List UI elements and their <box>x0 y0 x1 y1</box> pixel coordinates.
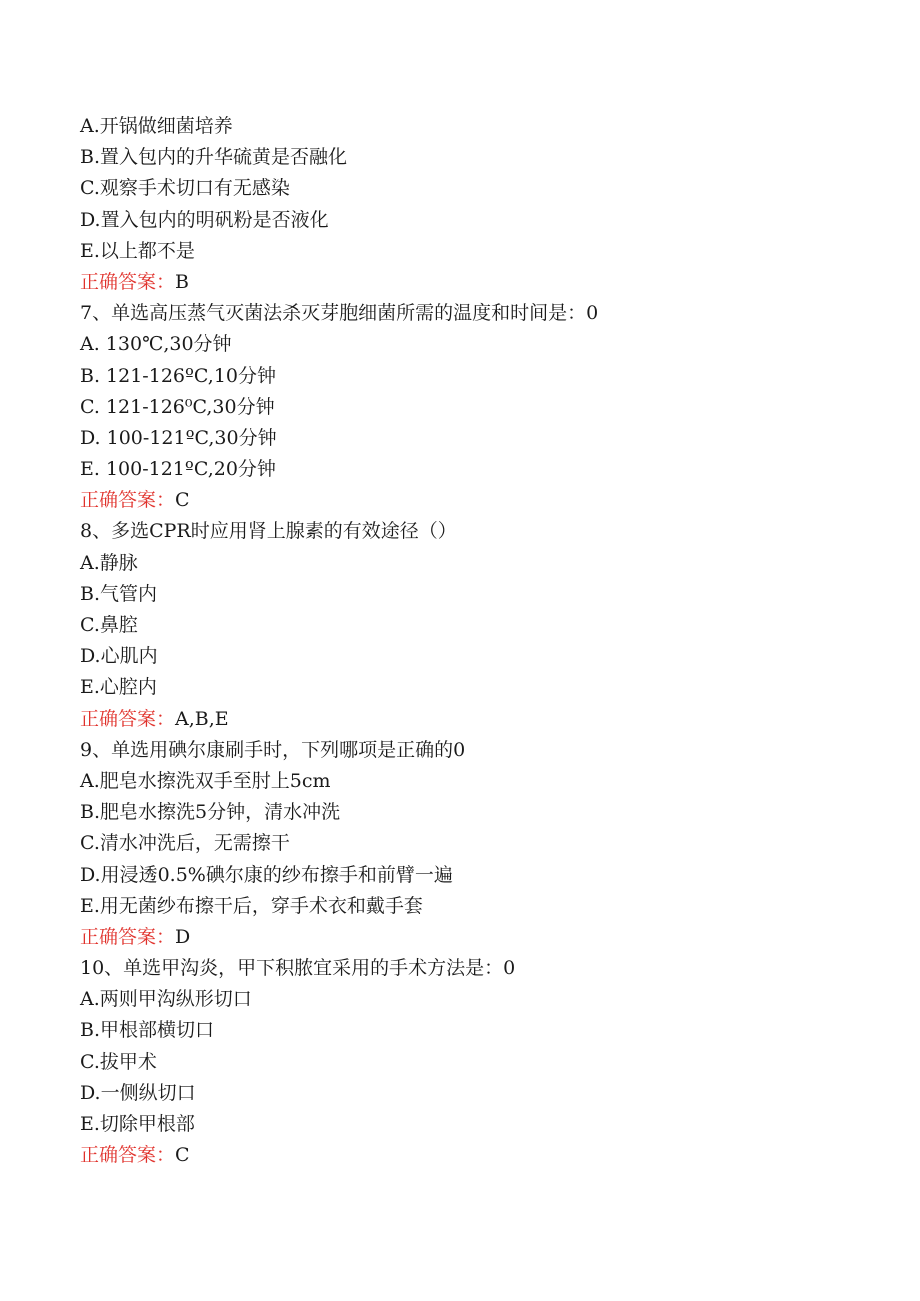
answer-value: B <box>175 270 189 293</box>
option-c: C.清水冲洗后，无需擦干 <box>80 832 290 855</box>
option-c: C. 121-126⁰C,30分钟 <box>80 395 275 418</box>
answer-label: 正确答案： <box>80 489 176 512</box>
option-e: E.用无菌纱布擦干后，穿手术衣和戴手套 <box>80 894 423 917</box>
option-e: E.切除甲根部 <box>80 1113 195 1135</box>
option-d: D.一侧纵切口 <box>80 1081 196 1104</box>
option-b: B.甲根部横切口 <box>80 1019 215 1042</box>
option-b: B.肥皂水擦洗5分钟，清水冲洗 <box>80 801 341 824</box>
option-c: C.观察手术切口有无感染 <box>80 177 290 200</box>
document-page <box>80 111 880 1171</box>
option-a: A. 130℃,30分钟 <box>80 333 232 356</box>
option-a: A.两则甲沟纵形切口 <box>80 988 252 1011</box>
correct-answer <box>80 267 880 298</box>
answer-label: 正确答案： <box>80 925 176 948</box>
option-b: B.置入包内的升华硫黄是否融化 <box>80 146 348 169</box>
option-b: B.气管内 <box>80 582 158 605</box>
answer-label: 正确答案： <box>80 707 176 730</box>
answer-label: 正确答案： <box>80 270 176 293</box>
answer-label: 正确答案： <box>80 1144 176 1167</box>
option-c: C.鼻腔 <box>80 614 138 636</box>
option-a: A.静脉 <box>80 551 138 574</box>
question-block-10 <box>80 953 880 1171</box>
answer-value: C <box>175 1144 190 1167</box>
option-e: E.以上都不是 <box>80 239 195 262</box>
option-e: E. 100-121ºC,20分钟 <box>80 458 276 481</box>
correct-answer <box>80 1140 880 1171</box>
question-stem: 7、单选高压蒸气灭菌法杀灭芽胞细菌所需的温度和时间是：0 <box>80 302 599 325</box>
option-d: D.用浸透0.5%碘尔康的纱布擦手和前臂一遍 <box>80 863 453 886</box>
question-block-7 <box>80 298 880 516</box>
question-block-8 <box>80 516 880 734</box>
option-c: C.拔甲术 <box>80 1050 157 1073</box>
option-d: D.心肌内 <box>80 645 158 668</box>
option-d: D.置入包内的明矾粉是否液化 <box>80 208 329 231</box>
option-b: B. 121-126ºC,10分钟 <box>80 364 277 387</box>
option-e: E.心腔内 <box>80 676 157 699</box>
option-d: D. 100-121ºC,30分钟 <box>80 426 277 449</box>
answer-value: D <box>175 925 191 948</box>
question-block-6 <box>80 111 880 298</box>
option-a: A.开锅做细菌培养 <box>80 115 233 137</box>
option-a: A.肥皂水擦洗双手至肘上5cm <box>80 769 331 792</box>
question-block-9 <box>80 735 880 953</box>
correct-answer <box>80 922 880 953</box>
correct-answer <box>80 704 880 735</box>
question-stem: 8、多选CPR时应用肾上腺素的有效途径（） <box>80 520 457 543</box>
answer-value: C <box>175 489 190 512</box>
question-stem: 10、单选甲沟炎，甲下积脓宜采用的手术方法是：0 <box>80 957 516 980</box>
correct-answer <box>80 485 880 516</box>
question-stem: 9、单选用碘尔康刷手时，下列哪项是正确的0 <box>80 738 466 761</box>
answer-value: A,B,E <box>175 707 229 730</box>
